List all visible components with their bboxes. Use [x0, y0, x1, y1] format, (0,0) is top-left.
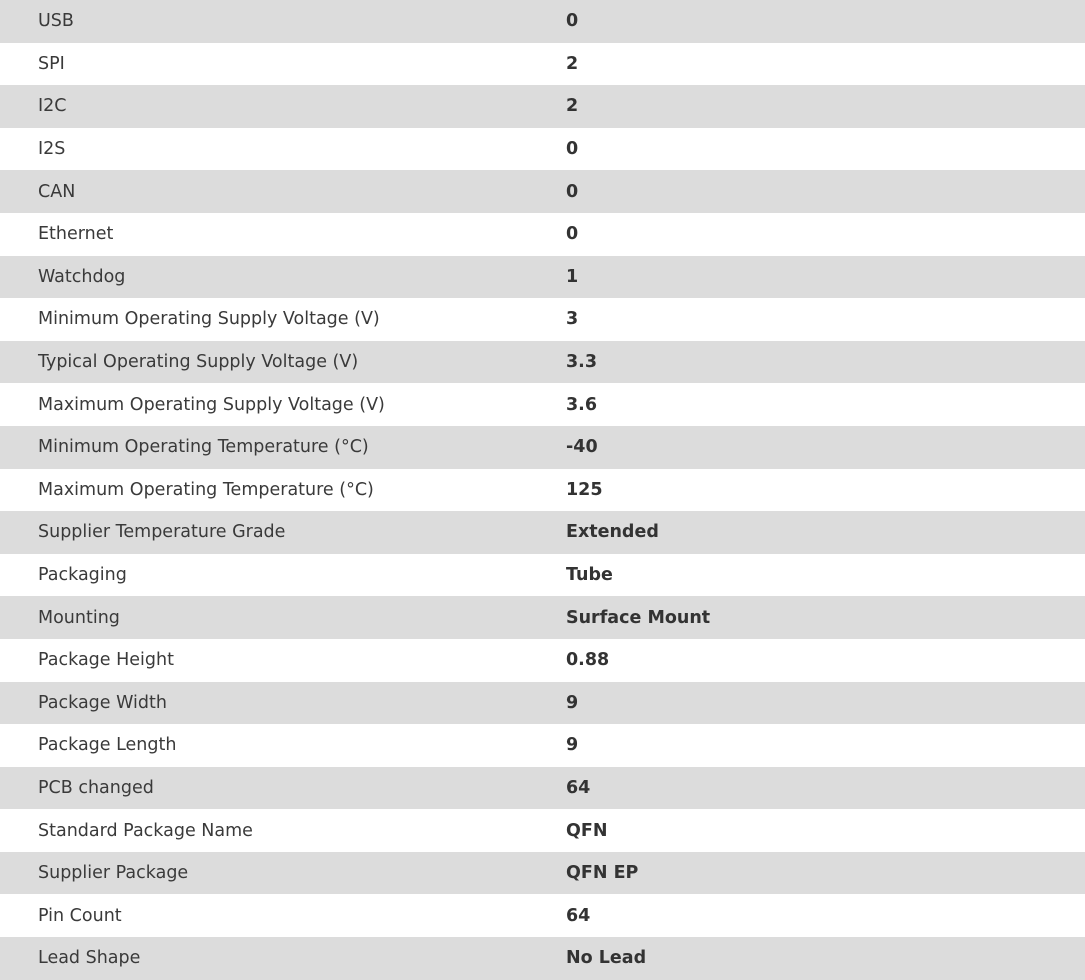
spec-value: 9	[566, 724, 1085, 767]
spec-value: 2	[566, 85, 1085, 128]
spec-value: 64	[566, 894, 1085, 937]
spec-label: Minimum Operating Supply Voltage (V)	[0, 298, 566, 341]
spec-value: 3.6	[566, 383, 1085, 426]
spec-label: Package Length	[0, 724, 566, 767]
table-row	[0, 256, 1085, 299]
table-row	[0, 128, 1085, 171]
spec-label: Watchdog	[0, 256, 566, 299]
table-row	[0, 894, 1085, 937]
spec-value: Surface Mount	[566, 596, 1085, 639]
spec-value: 0	[566, 128, 1085, 171]
spec-label: Package Width	[0, 682, 566, 725]
spec-label: Standard Package Name	[0, 809, 566, 852]
table-row	[0, 767, 1085, 810]
spec-label: Mounting	[0, 596, 566, 639]
table-row	[0, 341, 1085, 384]
spec-label: I2C	[0, 85, 566, 128]
table-row	[0, 469, 1085, 512]
spec-label: I2S	[0, 128, 566, 171]
spec-label: Package Height	[0, 639, 566, 682]
table-row	[0, 213, 1085, 256]
spec-value: Extended	[566, 511, 1085, 554]
table-row	[0, 0, 1085, 43]
table-row	[0, 511, 1085, 554]
table-row	[0, 383, 1085, 426]
spec-value: 3	[566, 298, 1085, 341]
spec-label: CAN	[0, 170, 566, 213]
spec-label: Maximum Operating Temperature (°C)	[0, 469, 566, 512]
spec-value: QFN EP	[566, 852, 1085, 895]
spec-label: Maximum Operating Supply Voltage (V)	[0, 383, 566, 426]
table-row	[0, 809, 1085, 852]
table-row	[0, 682, 1085, 725]
spec-label: SPI	[0, 43, 566, 86]
table-row	[0, 85, 1085, 128]
table-row	[0, 852, 1085, 895]
spec-label: Supplier Temperature Grade	[0, 511, 566, 554]
spec-value: 125	[566, 469, 1085, 512]
table-row	[0, 724, 1085, 767]
spec-value: Tube	[566, 554, 1085, 597]
spec-value: 9	[566, 682, 1085, 725]
spec-label: Supplier Package	[0, 852, 566, 895]
spec-label: Typical Operating Supply Voltage (V)	[0, 341, 566, 384]
table-row	[0, 43, 1085, 86]
spec-label: Ethernet	[0, 213, 566, 256]
spec-value: 1	[566, 256, 1085, 299]
spec-label: PCB changed	[0, 767, 566, 810]
spec-label: Pin Count	[0, 894, 566, 937]
spec-value: -40	[566, 426, 1085, 469]
spec-label: Minimum Operating Temperature (°C)	[0, 426, 566, 469]
table-row	[0, 170, 1085, 213]
spec-label: Lead Shape	[0, 937, 566, 980]
spec-value: 64	[566, 767, 1085, 810]
spec-value: 0.88	[566, 639, 1085, 682]
table-row	[0, 298, 1085, 341]
spec-label: Packaging	[0, 554, 566, 597]
spec-value: 0	[566, 213, 1085, 256]
table-row	[0, 554, 1085, 597]
spec-value: 0	[566, 170, 1085, 213]
spec-value: 0	[566, 0, 1085, 43]
table-row	[0, 596, 1085, 639]
spec-value: 3.3	[566, 341, 1085, 384]
spec-value: QFN	[566, 809, 1085, 852]
spec-value: 2	[566, 43, 1085, 86]
table-row	[0, 426, 1085, 469]
spec-label: USB	[0, 0, 566, 43]
spec-value: No Lead	[566, 937, 1085, 980]
table-row	[0, 639, 1085, 682]
table-row	[0, 937, 1085, 980]
